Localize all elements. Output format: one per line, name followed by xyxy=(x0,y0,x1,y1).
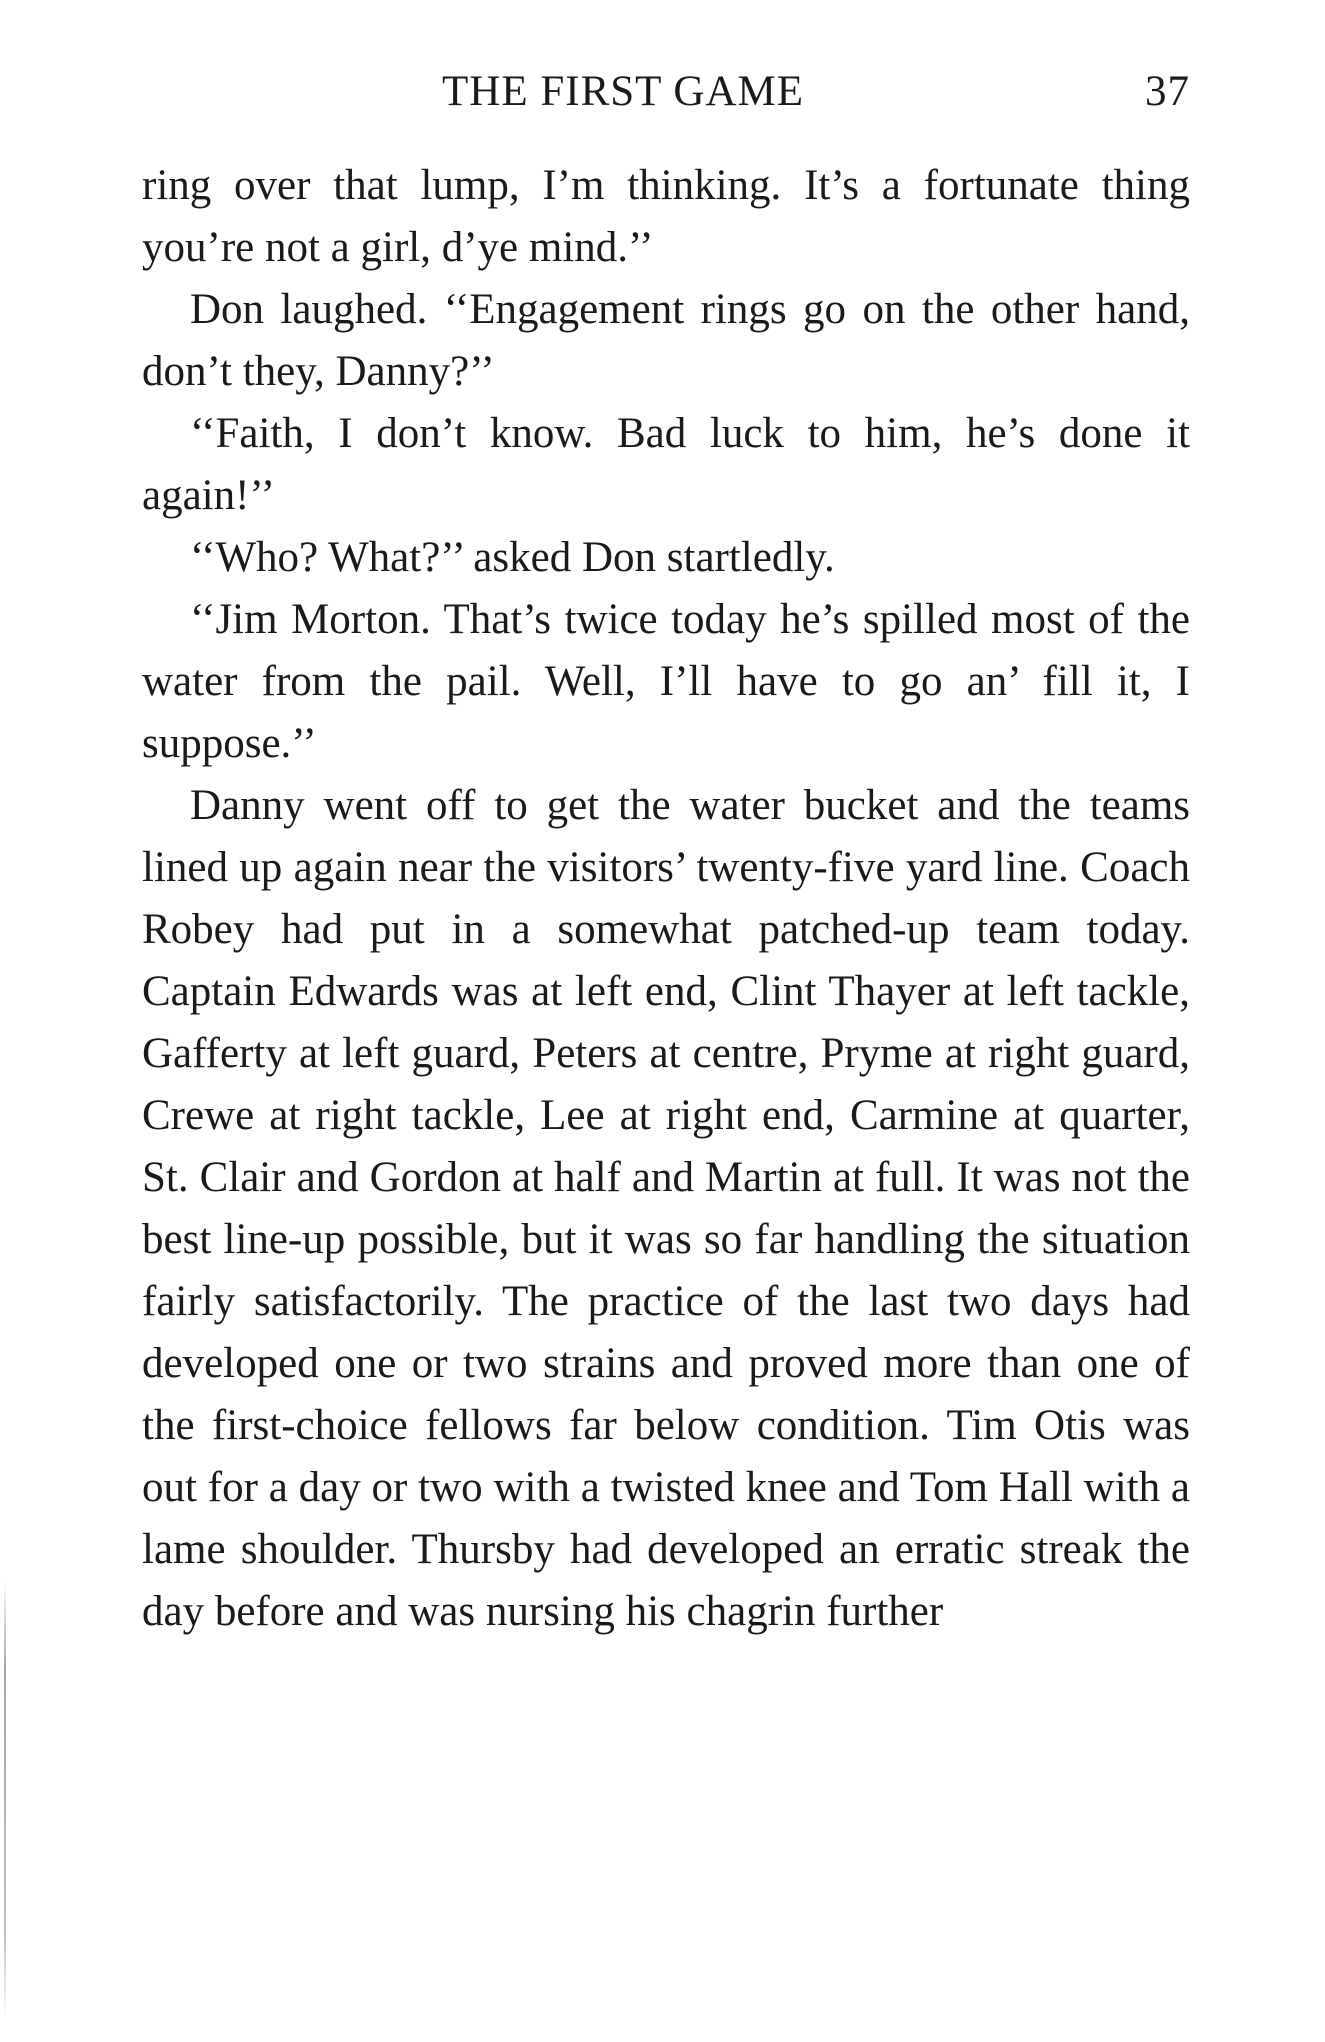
chapter-title: THE FIRST GAME xyxy=(442,68,805,115)
paragraph-continued: ring over that lump, I’m thinking. It’s a fortunate thing you’re not a girl, d’ye mind.’’ xyxy=(142,162,1190,271)
gutter-scan-mark xyxy=(4,1580,6,2020)
running-head xyxy=(142,62,1190,122)
paragraph: Don laughed. ‘‘Engagement rings go on the other hand, don’t they, Danny?’’ xyxy=(142,286,1190,395)
paragraph: ‘‘Faith, I don’t know. Bad luck to him, he’s done it again!’’ xyxy=(142,410,1190,519)
paragraph: Danny went off to get the water bucket and the teams lined up again near the visitors’ twenty-five yard line. Coach Robey had put in a somewhat patched-up team today. Captain Edwards was at left end, Clint Thayer at left tackle, Gafferty at left guard, Peters at centre, Pryme at right guard, Crewe at right tackle, Lee at right end, Carmine at quarter, St. Clair and Gordon at half and Martin at full. It was not the best line-up possible, but it was so far handling the situation fairly satisfactorily. The practice of the last two days had developed one or two strains and proved more than one of the first-choice fellows far below condition. Tim Otis was out for a day or two with a twisted knee and Tom Hall with a lame shoulder. Thursby had developed an erratic streak the day before and was nursing his chagrin further xyxy=(142,782,1190,1635)
page-number: 37 xyxy=(1145,68,1190,115)
paragraph: ‘‘Jim Morton. That’s twice today he’s spilled most of the water from the pail. Well, I’ll have to go an’ fill it, I suppose.’’ xyxy=(142,596,1190,767)
paragraph: ‘‘Who? What?’’ asked Don startledly. xyxy=(190,534,835,581)
body-text xyxy=(142,155,1190,1643)
